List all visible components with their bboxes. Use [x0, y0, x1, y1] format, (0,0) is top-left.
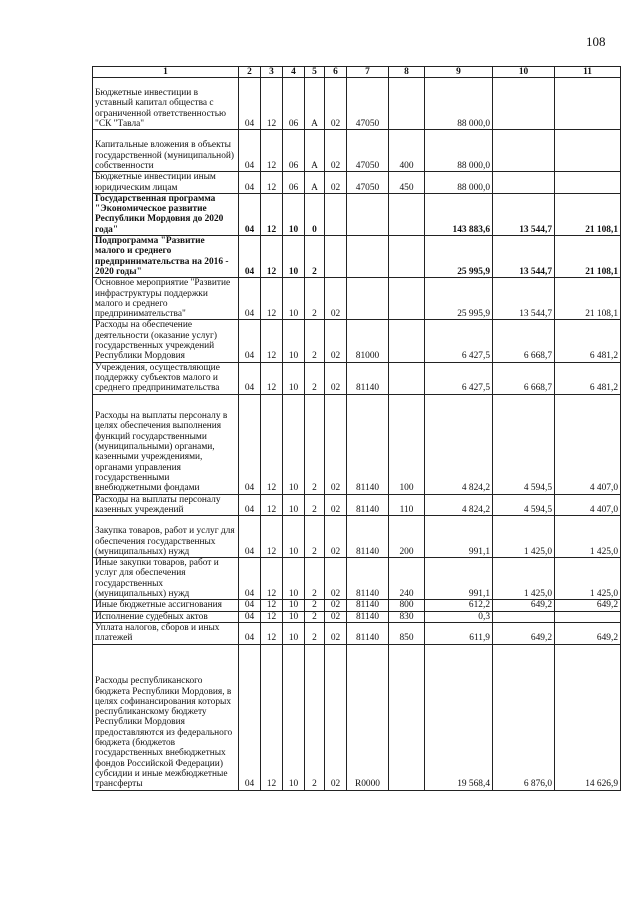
cell-c5: 2: [305, 622, 325, 644]
cell-c5: 2: [305, 236, 325, 278]
cell-c6: 02: [325, 278, 347, 320]
cell-c7: 81140: [347, 362, 389, 394]
row-description: Бюджетные инвестиции иным юридическим лицам: [93, 172, 239, 194]
cell-c9: 0,3: [425, 611, 493, 622]
cell-c10: [493, 172, 555, 194]
cell-c7: [347, 193, 389, 235]
table-row: [93, 278, 621, 320]
cell-c3: 12: [261, 558, 283, 600]
cell-c8: [389, 278, 425, 320]
cell-c7: [347, 236, 389, 278]
cell-c5: 2: [305, 278, 325, 320]
cell-c3: 12: [261, 622, 283, 644]
cell-c4: 10: [283, 320, 305, 362]
row-description: Расходы республиканского бюджета Республики Мордовия, в целях софинансирования которых республиканскому бюджету Республики Мордовия предоставляются из федерального бюджета (бюджетов государственных внебюджетных фондов Российской Федерации) субсидии и иные межбюджетные трансферты: [93, 644, 239, 790]
cell-c11: 4 407,0: [555, 394, 621, 494]
cell-c10: 1 425,0: [493, 558, 555, 600]
cell-c5: 2: [305, 394, 325, 494]
cell-c9: 6 427,5: [425, 320, 493, 362]
cell-c3: 12: [261, 320, 283, 362]
cell-c8: [389, 320, 425, 362]
table-row: [93, 516, 621, 558]
cell-c9: 143 883,6: [425, 193, 493, 235]
cell-c4: 10: [283, 644, 305, 790]
cell-c5: 2: [305, 611, 325, 622]
table-row: [93, 362, 621, 394]
col-header: 11: [555, 67, 621, 78]
cell-c4: 10: [283, 362, 305, 394]
cell-c8: [389, 78, 425, 130]
cell-c10: 13 544,7: [493, 236, 555, 278]
row-description: Закупка товаров, работ и услуг для обеспечения государственных (муниципальных) нужд: [93, 516, 239, 558]
cell-c9: 25 995,9: [425, 236, 493, 278]
cell-c4: 10: [283, 600, 305, 611]
cell-c11: 14 626,9: [555, 644, 621, 790]
cell-c2: 04: [239, 516, 261, 558]
cell-c2: 04: [239, 130, 261, 172]
cell-c8: 830: [389, 611, 425, 622]
cell-c4: 10: [283, 278, 305, 320]
cell-c2: 04: [239, 320, 261, 362]
cell-c5: 2: [305, 516, 325, 558]
cell-c5: А: [305, 172, 325, 194]
table-row: [93, 611, 621, 622]
row-description: Иные закупки товаров, работ и услуг для обеспечения государственных (муниципальных) нужд: [93, 558, 239, 600]
cell-c9: 991,1: [425, 516, 493, 558]
cell-c9: 19 568,4: [425, 644, 493, 790]
cell-c11: 649,2: [555, 622, 621, 644]
cell-c6: 02: [325, 516, 347, 558]
cell-c6: 02: [325, 494, 347, 516]
cell-c10: [493, 611, 555, 622]
cell-c6: 02: [325, 320, 347, 362]
cell-c9: 4 824,2: [425, 394, 493, 494]
cell-c3: 12: [261, 362, 283, 394]
table-row: [93, 236, 621, 278]
cell-c3: 12: [261, 172, 283, 194]
cell-c2: 04: [239, 193, 261, 235]
cell-c4: 10: [283, 558, 305, 600]
cell-c4: 10: [283, 494, 305, 516]
cell-c10: 6 668,7: [493, 320, 555, 362]
cell-c7: 81000: [347, 320, 389, 362]
cell-c7: 81140: [347, 558, 389, 600]
cell-c9: 6 427,5: [425, 362, 493, 394]
cell-c8: 200: [389, 516, 425, 558]
cell-c5: 2: [305, 600, 325, 611]
cell-c8: 800: [389, 600, 425, 611]
cell-c11: 6 481,2: [555, 320, 621, 362]
cell-c9: 4 824,2: [425, 494, 493, 516]
cell-c3: 12: [261, 644, 283, 790]
cell-c2: 04: [239, 278, 261, 320]
cell-c3: 12: [261, 236, 283, 278]
row-description: Исполнение судебных актов: [93, 611, 239, 622]
cell-c11: [555, 130, 621, 172]
cell-c8: [389, 362, 425, 394]
cell-c10: 1 425,0: [493, 516, 555, 558]
cell-c10: 6 876,0: [493, 644, 555, 790]
cell-c6: 02: [325, 622, 347, 644]
row-description: Расходы на выплаты персоналу казенных учреждений: [93, 494, 239, 516]
cell-c7: 81140: [347, 494, 389, 516]
cell-c3: 12: [261, 611, 283, 622]
row-description: Капитальные вложения в объекты государственной (муниципальной) собственности: [93, 130, 239, 172]
col-header: 1: [93, 67, 239, 78]
cell-c3: 12: [261, 516, 283, 558]
row-description: Основное мероприятие "Развитие инфраструктуры поддержки малого и среднего предпринимательства": [93, 278, 239, 320]
cell-c4: 10: [283, 516, 305, 558]
cell-c11: 1 425,0: [555, 516, 621, 558]
cell-c5: 2: [305, 644, 325, 790]
col-header: 3: [261, 67, 283, 78]
budget-table: [92, 66, 621, 791]
cell-c11: 649,2: [555, 600, 621, 611]
cell-c5: 2: [305, 362, 325, 394]
cell-c2: 04: [239, 611, 261, 622]
cell-c10: 13 544,7: [493, 193, 555, 235]
cell-c9: 991,1: [425, 558, 493, 600]
cell-c10: 4 594,5: [493, 494, 555, 516]
cell-c10: 4 594,5: [493, 394, 555, 494]
page-number: 108: [586, 34, 606, 49]
cell-c7: 47050: [347, 172, 389, 194]
cell-c7: 81140: [347, 622, 389, 644]
cell-c2: 04: [239, 622, 261, 644]
cell-c6: 02: [325, 644, 347, 790]
cell-c5: 2: [305, 494, 325, 516]
col-header: 7: [347, 67, 389, 78]
cell-c11: 21 108,1: [555, 193, 621, 235]
table-row: [93, 172, 621, 194]
cell-c4: 10: [283, 622, 305, 644]
cell-c8: 240: [389, 558, 425, 600]
row-description: Расходы на выплаты персоналу в целях обеспечения выполнения функций государственными (муниципальными) органами, казенными учреждениями, органами управления государственными внебюджетными фондами: [93, 394, 239, 494]
cell-c9: 88 000,0: [425, 172, 493, 194]
cell-c7: 47050: [347, 78, 389, 130]
cell-c2: 04: [239, 78, 261, 130]
cell-c7: 81140: [347, 611, 389, 622]
cell-c9: 611,9: [425, 622, 493, 644]
cell-c10: [493, 130, 555, 172]
cell-c7: R0000: [347, 644, 389, 790]
col-header: 5: [305, 67, 325, 78]
cell-c3: 12: [261, 278, 283, 320]
table-row: [93, 394, 621, 494]
cell-c11: 21 108,1: [555, 278, 621, 320]
col-header: 9: [425, 67, 493, 78]
cell-c4: 10: [283, 611, 305, 622]
cell-c3: 12: [261, 193, 283, 235]
cell-c6: 02: [325, 611, 347, 622]
cell-c11: 21 108,1: [555, 236, 621, 278]
cell-c10: 13 544,7: [493, 278, 555, 320]
cell-c6: 02: [325, 558, 347, 600]
cell-c7: 47050: [347, 130, 389, 172]
cell-c2: 04: [239, 236, 261, 278]
cell-c9: 88 000,0: [425, 130, 493, 172]
cell-c5: А: [305, 78, 325, 130]
cell-c2: 04: [239, 644, 261, 790]
cell-c4: 06: [283, 130, 305, 172]
cell-c9: 88 000,0: [425, 78, 493, 130]
row-description: Государственная программа "Экономическое развитие Республики Мордовия до 2020 года": [93, 193, 239, 235]
cell-c2: 04: [239, 172, 261, 194]
cell-c4: 06: [283, 172, 305, 194]
row-description: Уплата налогов, сборов и иных платежей: [93, 622, 239, 644]
cell-c10: 649,2: [493, 600, 555, 611]
table-row: [93, 130, 621, 172]
cell-c3: 12: [261, 130, 283, 172]
table-row: [93, 78, 621, 130]
col-header: 10: [493, 67, 555, 78]
cell-c3: 12: [261, 600, 283, 611]
col-header: 8: [389, 67, 425, 78]
cell-c3: 12: [261, 78, 283, 130]
cell-c8: [389, 644, 425, 790]
cell-c5: 2: [305, 558, 325, 600]
cell-c10: 6 668,7: [493, 362, 555, 394]
table-row: [93, 558, 621, 600]
row-description: Бюджетные инвестиции в уставный капитал общества с ограниченной ответственностью "СК "Тавла": [93, 78, 239, 130]
cell-c6: 02: [325, 394, 347, 494]
cell-c5: А: [305, 130, 325, 172]
cell-c6: 02: [325, 130, 347, 172]
cell-c10: [493, 78, 555, 130]
cell-c10: 649,2: [493, 622, 555, 644]
cell-c11: 4 407,0: [555, 494, 621, 516]
cell-c4: 10: [283, 193, 305, 235]
cell-c11: [555, 172, 621, 194]
table-row: [93, 622, 621, 644]
table-row: [93, 644, 621, 790]
cell-c2: 04: [239, 600, 261, 611]
table-row: [93, 320, 621, 362]
cell-c6: 02: [325, 600, 347, 611]
cell-c2: 04: [239, 394, 261, 494]
row-description: Учреждения, осуществляющие поддержку субъектов малого и среднего предпринимательства: [93, 362, 239, 394]
table-row: [93, 193, 621, 235]
table-row: [93, 494, 621, 516]
cell-c6: [325, 193, 347, 235]
cell-c11: 6 481,2: [555, 362, 621, 394]
row-description: Расходы на обеспечение деятельности (оказание услуг) государственных учреждений Республики Мордовия: [93, 320, 239, 362]
cell-c2: 04: [239, 362, 261, 394]
cell-c4: 06: [283, 78, 305, 130]
table-row: [93, 600, 621, 611]
cell-c4: 10: [283, 394, 305, 494]
col-header: 2: [239, 67, 261, 78]
cell-c9: 25 995,9: [425, 278, 493, 320]
cell-c3: 12: [261, 494, 283, 516]
cell-c8: 850: [389, 622, 425, 644]
cell-c5: 2: [305, 320, 325, 362]
cell-c8: [389, 236, 425, 278]
cell-c7: [347, 278, 389, 320]
cell-c8: 400: [389, 130, 425, 172]
cell-c6: 02: [325, 172, 347, 194]
cell-c8: 100: [389, 394, 425, 494]
cell-c5: 0: [305, 193, 325, 235]
cell-c3: 12: [261, 394, 283, 494]
cell-c8: 450: [389, 172, 425, 194]
col-header: 4: [283, 67, 305, 78]
cell-c6: 02: [325, 78, 347, 130]
cell-c2: 04: [239, 494, 261, 516]
cell-c11: [555, 78, 621, 130]
row-description: Подпрограмма "Развитие малого и среднего предпринимательства на 2016 - 2020 годы": [93, 236, 239, 278]
cell-c8: [389, 193, 425, 235]
header-row: [93, 67, 621, 78]
cell-c6: [325, 236, 347, 278]
cell-c11: [555, 611, 621, 622]
cell-c7: 81140: [347, 516, 389, 558]
cell-c6: 02: [325, 362, 347, 394]
cell-c4: 10: [283, 236, 305, 278]
cell-c9: 612,2: [425, 600, 493, 611]
cell-c8: 110: [389, 494, 425, 516]
cell-c11: 1 425,0: [555, 558, 621, 600]
row-description: Иные бюджетные ассигнования: [93, 600, 239, 611]
cell-c7: 81140: [347, 394, 389, 494]
col-header: 6: [325, 67, 347, 78]
cell-c2: 04: [239, 558, 261, 600]
cell-c7: 81140: [347, 600, 389, 611]
